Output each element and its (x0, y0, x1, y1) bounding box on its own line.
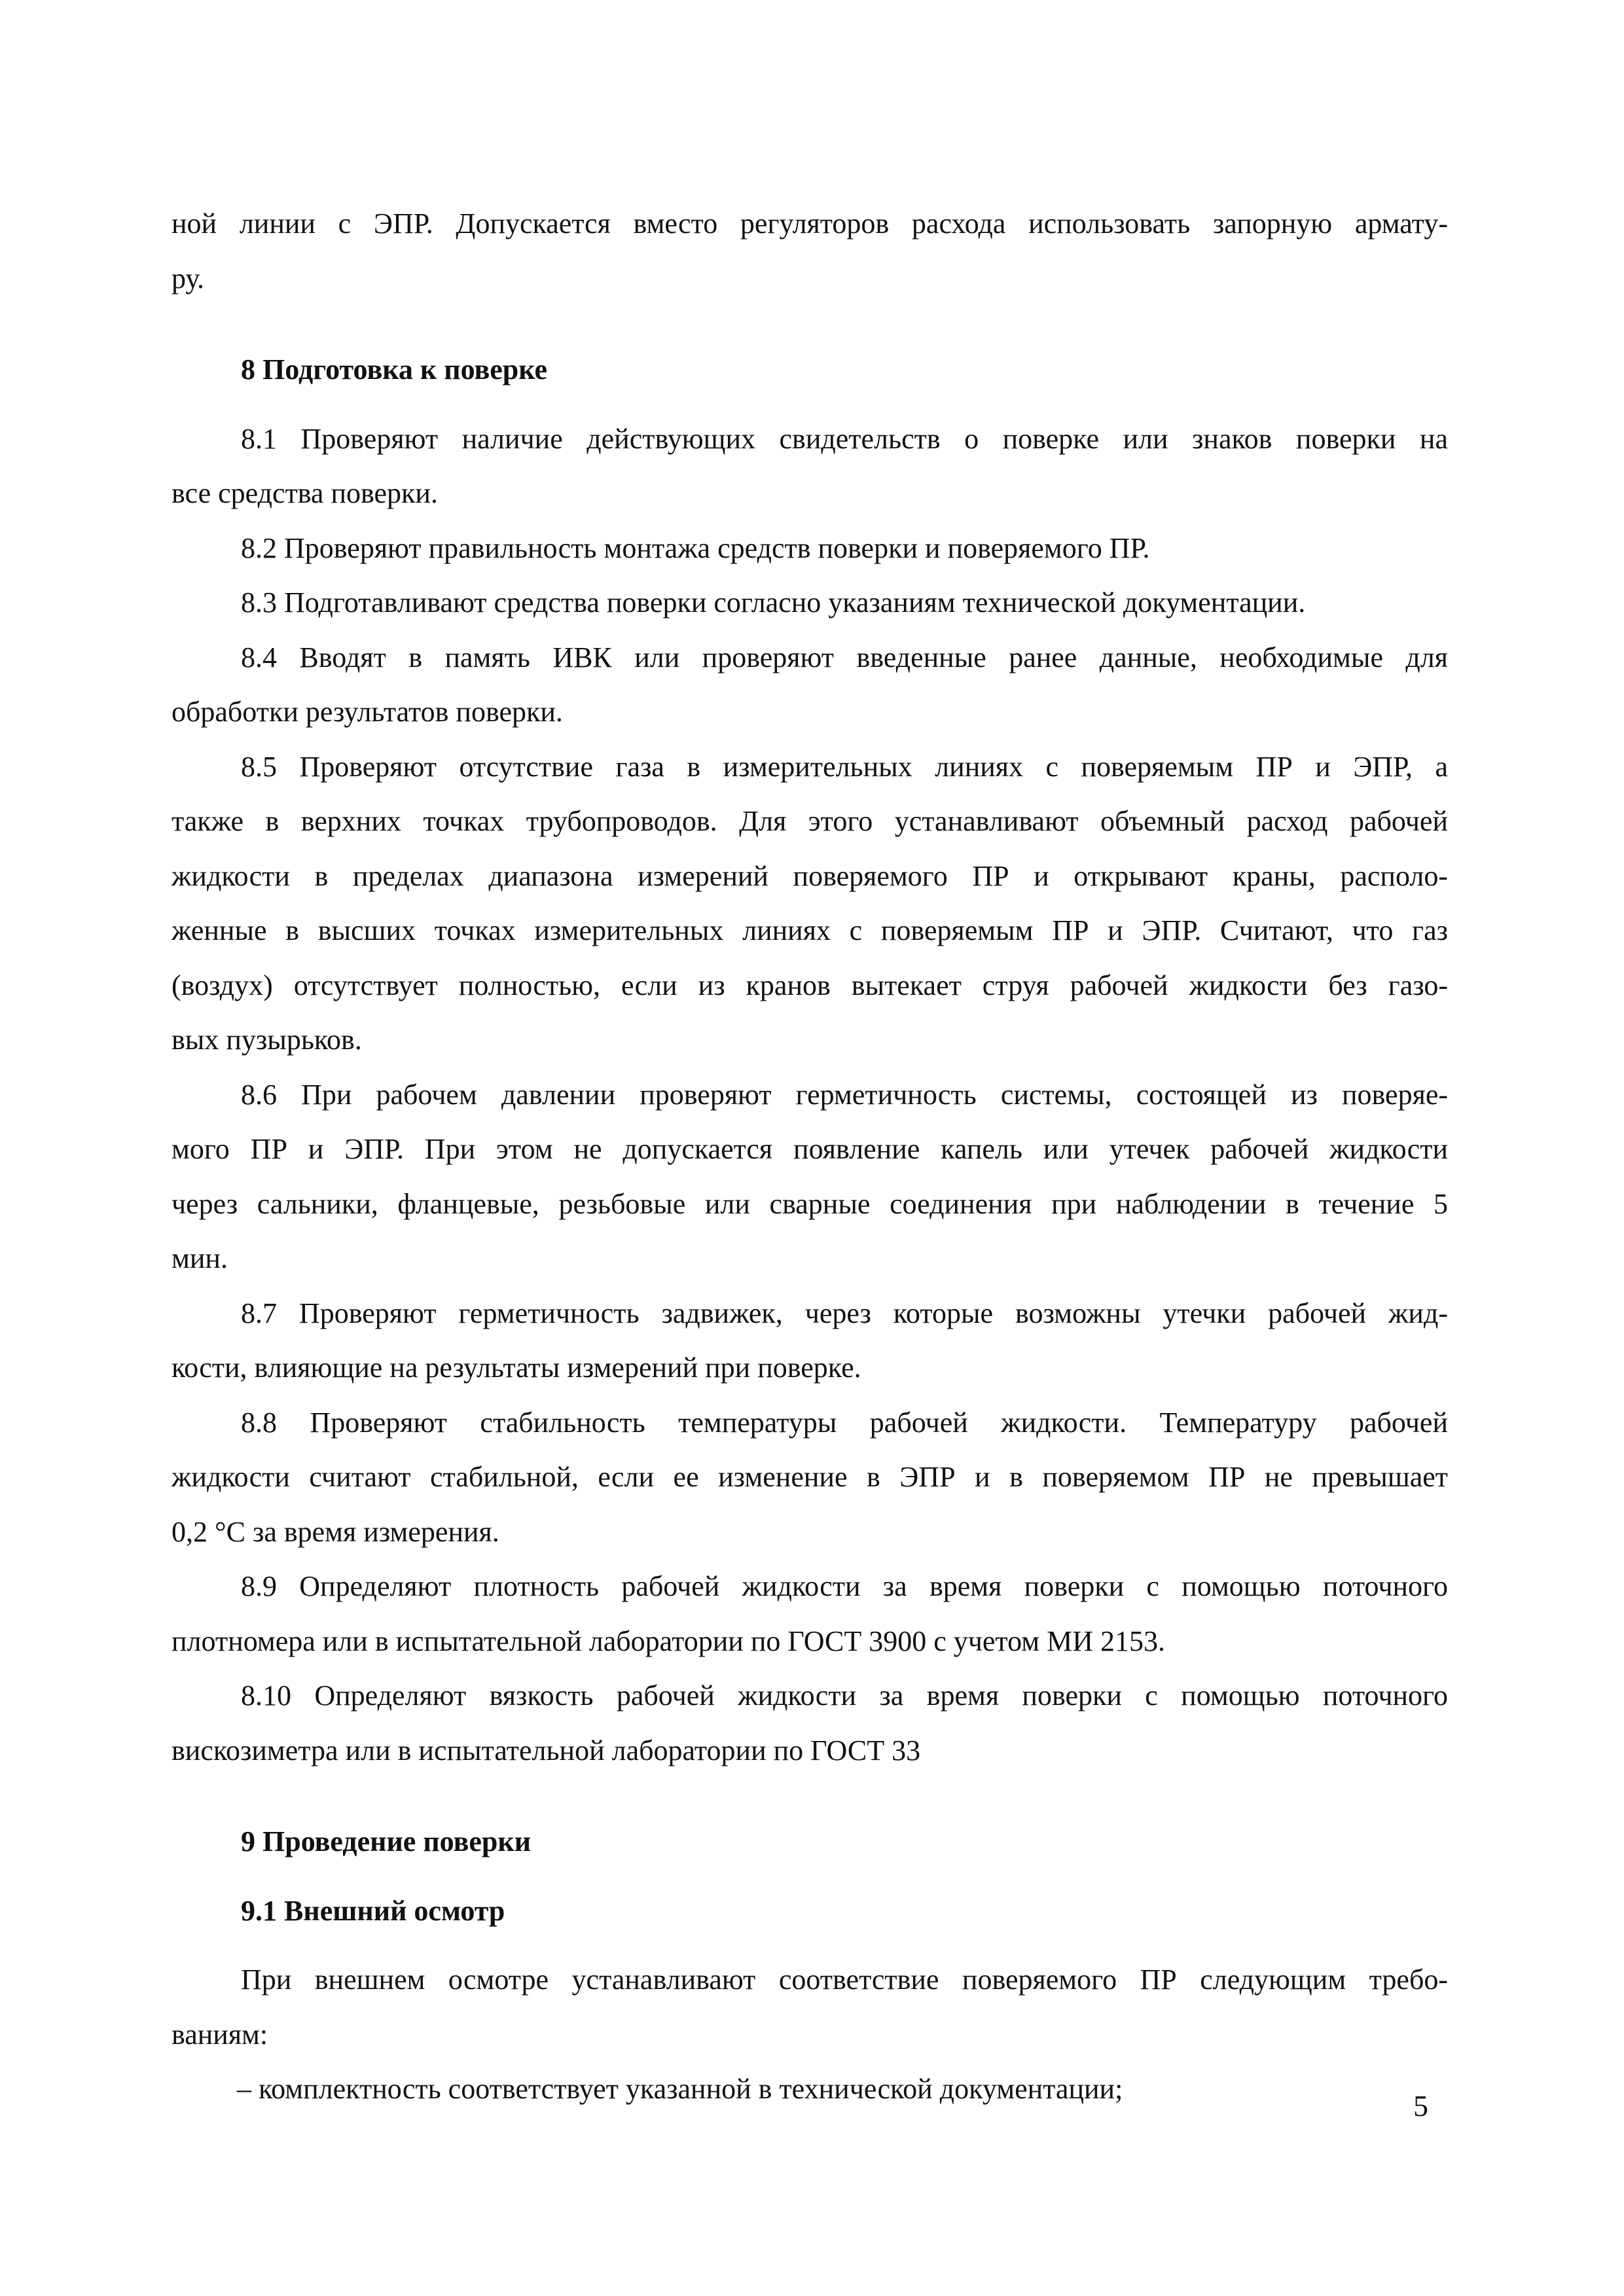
text-line: мин. (171, 1242, 228, 1274)
page-number: 5 (1413, 2089, 1428, 2123)
paragraph-8-10 (171, 1668, 1448, 1778)
text-line: 8.4 Вводят в память ИВК или проверяют введенные ранее данные, необходимые для (241, 641, 1448, 673)
text-line: также в верхних точках трубопроводов. Для этого устанавливают объемный расход рабочей (171, 805, 1448, 837)
paragraph-8-4 (171, 630, 1448, 740)
paragraph-8-5 (171, 740, 1448, 1067)
text-line: 8.9 Определяют плотность рабочей жидкости за время поверки с помощью поточного (241, 1570, 1448, 1602)
text-line: 8.1 Проверяют наличие действующих свидетельств о поверке или знаков поверки на (241, 422, 1448, 455)
text-line: ру. (171, 262, 205, 295)
text-line: ной линии с ЭПР. Допускается вместо регуляторов расхода использовать запорную армату- (171, 207, 1448, 240)
text-line: 8.3 Подготавливают средства поверки согласно указаниям технической документации. (241, 586, 1306, 619)
requirements-list (171, 2062, 1448, 2117)
paragraph-8-6 (171, 1067, 1448, 1286)
text-line: 8.6 При рабочем давлении проверяют герметичность системы, состоящей из поверяе- (241, 1078, 1448, 1111)
text-line: При внешнем осмотре устанавливают соответствие поверяемого ПР следующим требо- (241, 1964, 1448, 1996)
text-line: жидкости считают стабильной, если ее изменение в ЭПР и в поверяемом ПР не превышает (171, 1461, 1448, 1493)
paragraph-8-8 (171, 1395, 1448, 1560)
paragraph-8-9 (171, 1559, 1448, 1668)
intro-paragraph (171, 196, 1448, 306)
paragraph-9-1 (171, 1952, 1448, 2062)
section-9-heading: 9 Проведение поверки (241, 1825, 532, 1857)
text-line: жидкости в пределах диапазона измерений поверяемого ПР и открывают краны, располо- (171, 859, 1448, 892)
paragraph-8-3 (171, 575, 1448, 630)
list-item: – комплектность соответствует указанной в технической документации; (237, 2073, 1123, 2105)
text-line: 8.5 Проверяют отсутствие газа в измерительных линиях с поверяемым ПР и ЭПР, а (241, 750, 1448, 783)
text-line: 0,2 °С за время измерения. (171, 1515, 499, 1548)
text-line: обработки результатов поверки. (171, 696, 563, 728)
section-8-heading: 8 Подготовка к поверке (241, 353, 548, 386)
text-line: женные в высших точках измерительных линиях с поверяемым ПР и ЭПР. Считают, что газ (171, 914, 1448, 946)
text-line: 8.8 Проверяют стабильность температуры рабочей жидкости. Температуру рабочей (241, 1406, 1448, 1439)
text-line: 8.2 Проверяют правильность монтажа средств поверки и поверяемого ПР. (241, 531, 1150, 564)
text-line: плотномера или в испытательной лаборатории по ГОСТ 3900 с учетом МИ 2153. (171, 1624, 1165, 1657)
text-line: ваниям: (171, 2018, 268, 2051)
text-line: все средства поверки. (171, 477, 438, 509)
subsection-9-1-heading: 9.1 Внешний осмотр (241, 1894, 505, 1927)
paragraph-8-7 (171, 1286, 1448, 1395)
text-line: кости, влияющие на результаты измерений при поверке. (171, 1352, 861, 1384)
text-line: вискозиметра или в испытательной лаборатории по ГОСТ 33 (171, 1734, 921, 1767)
text-line: мого ПР и ЭПР. При этом не допускается появление капель или утечек рабочей жидкости (171, 1133, 1448, 1165)
text-line: 8.7 Проверяют герметичность задвижек, через которые возможны утечки рабочей жид- (241, 1297, 1448, 1329)
paragraph-8-1 (171, 412, 1448, 521)
document-page (171, 196, 1448, 2117)
text-line: (воздух) отсутствует полностью, если из кранов вытекает струя рабочей жидкости без газо- (171, 969, 1448, 1001)
paragraph-8-2 (171, 521, 1448, 576)
text-line: 8.10 Определяют вязкость рабочей жидкости за время поверки с помощью поточного (241, 1679, 1448, 1712)
text-line: вых пузырьков. (171, 1024, 362, 1056)
text-line: через сальники, фланцевые, резьбовые или сварные соединения при наблюдении в течение 5 (171, 1187, 1448, 1220)
